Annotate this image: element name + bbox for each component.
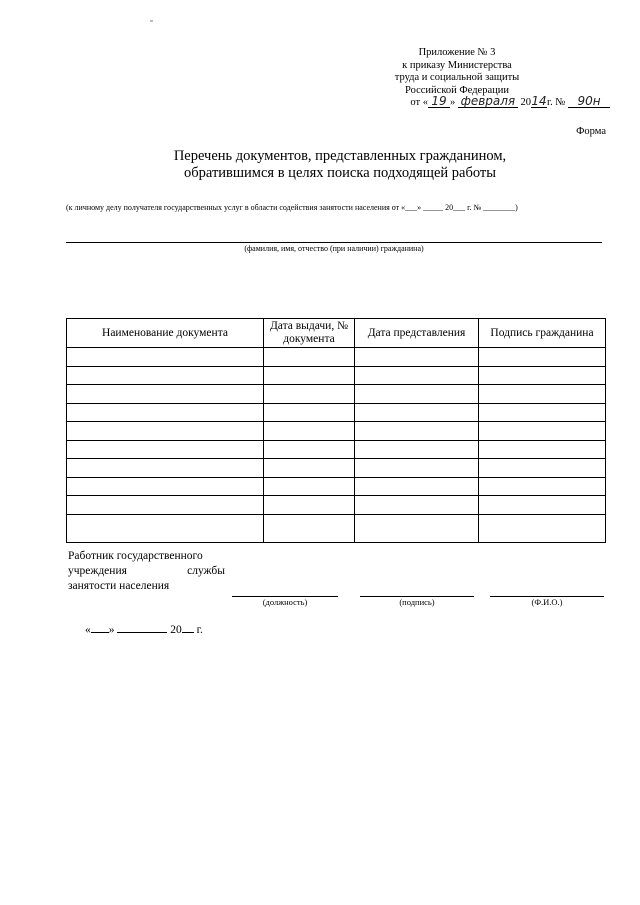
annex-line-1: Приложение № 3 (418, 47, 496, 58)
header-citizen-signature: Подпись гражданина (479, 319, 606, 348)
annex-line-3: труда и социальной защиты (394, 72, 520, 84)
table-row (67, 440, 606, 459)
date-year-blank[interactable] (182, 622, 194, 633)
date-month-blank[interactable] (117, 622, 167, 633)
title-line-1: Перечень документов, представленных гражданином, (173, 148, 507, 164)
table-cell[interactable] (479, 459, 606, 478)
documents-table (66, 318, 606, 543)
table-cell[interactable] (355, 496, 479, 515)
table-cell[interactable] (479, 440, 606, 459)
table-cell[interactable] (479, 477, 606, 496)
table-cell[interactable] (67, 496, 264, 515)
order-day-handwritten: 19 (428, 96, 450, 108)
order-date-number (410, 96, 610, 108)
document-title (0, 148, 640, 182)
signature-caption: (подпись) (399, 597, 435, 607)
order-prefix: от « (410, 97, 428, 108)
table-cell[interactable] (264, 366, 355, 385)
date-year-prefix: 20 (170, 624, 182, 636)
table-cell[interactable] (264, 477, 355, 496)
date-day-blank[interactable] (91, 622, 109, 633)
table-cell[interactable] (264, 496, 355, 515)
table-header-row (67, 319, 606, 348)
table-cell[interactable] (479, 348, 606, 367)
table-row (67, 385, 606, 404)
table-cell[interactable] (264, 514, 355, 542)
order-year-prefix: 20 (520, 97, 531, 108)
table-cell[interactable] (67, 403, 264, 422)
table-cell[interactable] (67, 385, 264, 404)
table-cell[interactable] (479, 422, 606, 441)
table-cell[interactable] (355, 403, 479, 422)
table-cell[interactable] (264, 440, 355, 459)
table-cell[interactable] (67, 459, 264, 478)
worker-line-2a: учреждения (68, 565, 127, 577)
table-row (67, 422, 606, 441)
table-row (67, 514, 606, 542)
order-month-handwritten: февраля (458, 96, 518, 108)
worker-line-1: Работник государственного (68, 550, 203, 562)
citizen-name-caption: (фамилия, имя, отчество (при наличии) гражданина) (244, 244, 424, 253)
order-number-label: г. № (546, 97, 566, 108)
header-submission-date: Дата представления (355, 319, 479, 348)
scan-dot (150, 20, 153, 22)
table-cell[interactable] (264, 422, 355, 441)
order-year-handwritten: 14 (531, 94, 547, 108)
table-cell[interactable] (355, 514, 479, 542)
table-cell[interactable] (479, 496, 606, 515)
form-label: Форма (576, 126, 606, 137)
table-cell[interactable] (479, 403, 606, 422)
worker-line-2b: службы (187, 565, 225, 577)
annex-line-2: к приказу Министерства (402, 59, 512, 71)
annex-header (357, 47, 557, 97)
date-line (85, 622, 203, 636)
table-cell[interactable] (67, 422, 264, 441)
order-number-handwritten: 90н (568, 96, 610, 108)
table-cell[interactable] (264, 459, 355, 478)
table-cell[interactable] (355, 385, 479, 404)
annex-line-4: Российской Федерации (405, 84, 509, 96)
header-document-name: Наименование документа (67, 319, 264, 348)
table-cell[interactable] (355, 477, 479, 496)
table-cell[interactable] (67, 514, 264, 542)
table-cell[interactable] (264, 403, 355, 422)
worker-label (68, 549, 225, 594)
table-cell[interactable] (355, 366, 479, 385)
table-row (67, 496, 606, 515)
date-suffix: г. (196, 624, 203, 636)
table-row (67, 477, 606, 496)
table-cell[interactable] (479, 514, 606, 542)
table-cell[interactable] (67, 348, 264, 367)
worker-line-3: занятости населения (68, 580, 170, 592)
table-row (67, 366, 606, 385)
worker-line-2 (68, 564, 225, 579)
table-cell[interactable] (355, 459, 479, 478)
table-cell[interactable] (264, 385, 355, 404)
order-quote-close: » (449, 97, 456, 108)
header-issue-date-number: Дата выдачи, № документа (264, 319, 355, 348)
table-cell[interactable] (479, 366, 606, 385)
table-row (67, 348, 606, 367)
fio-caption: (Ф.И.О.) (531, 597, 563, 607)
date-close-quote: » (108, 624, 115, 636)
position-caption: (должность) (262, 597, 308, 607)
table-cell[interactable] (355, 440, 479, 459)
date-open-quote: « (85, 624, 91, 636)
table-cell[interactable] (264, 348, 355, 367)
table-cell[interactable] (355, 422, 479, 441)
table-cell[interactable] (479, 385, 606, 404)
table-cell[interactable] (67, 366, 264, 385)
table-row (67, 403, 606, 422)
table-row (67, 459, 606, 478)
table-cell[interactable] (67, 477, 264, 496)
personal-file-reference: (к личному делу получателя государственных услуг в области содействия занятости населения от «___» _____ 20___ г. № ________) (66, 203, 518, 212)
citizen-name-line[interactable] (66, 242, 602, 243)
table-cell[interactable] (355, 348, 479, 367)
title-line-2: обратившимся в целях поиска подходящей работы (184, 165, 496, 181)
table-cell[interactable] (67, 440, 264, 459)
